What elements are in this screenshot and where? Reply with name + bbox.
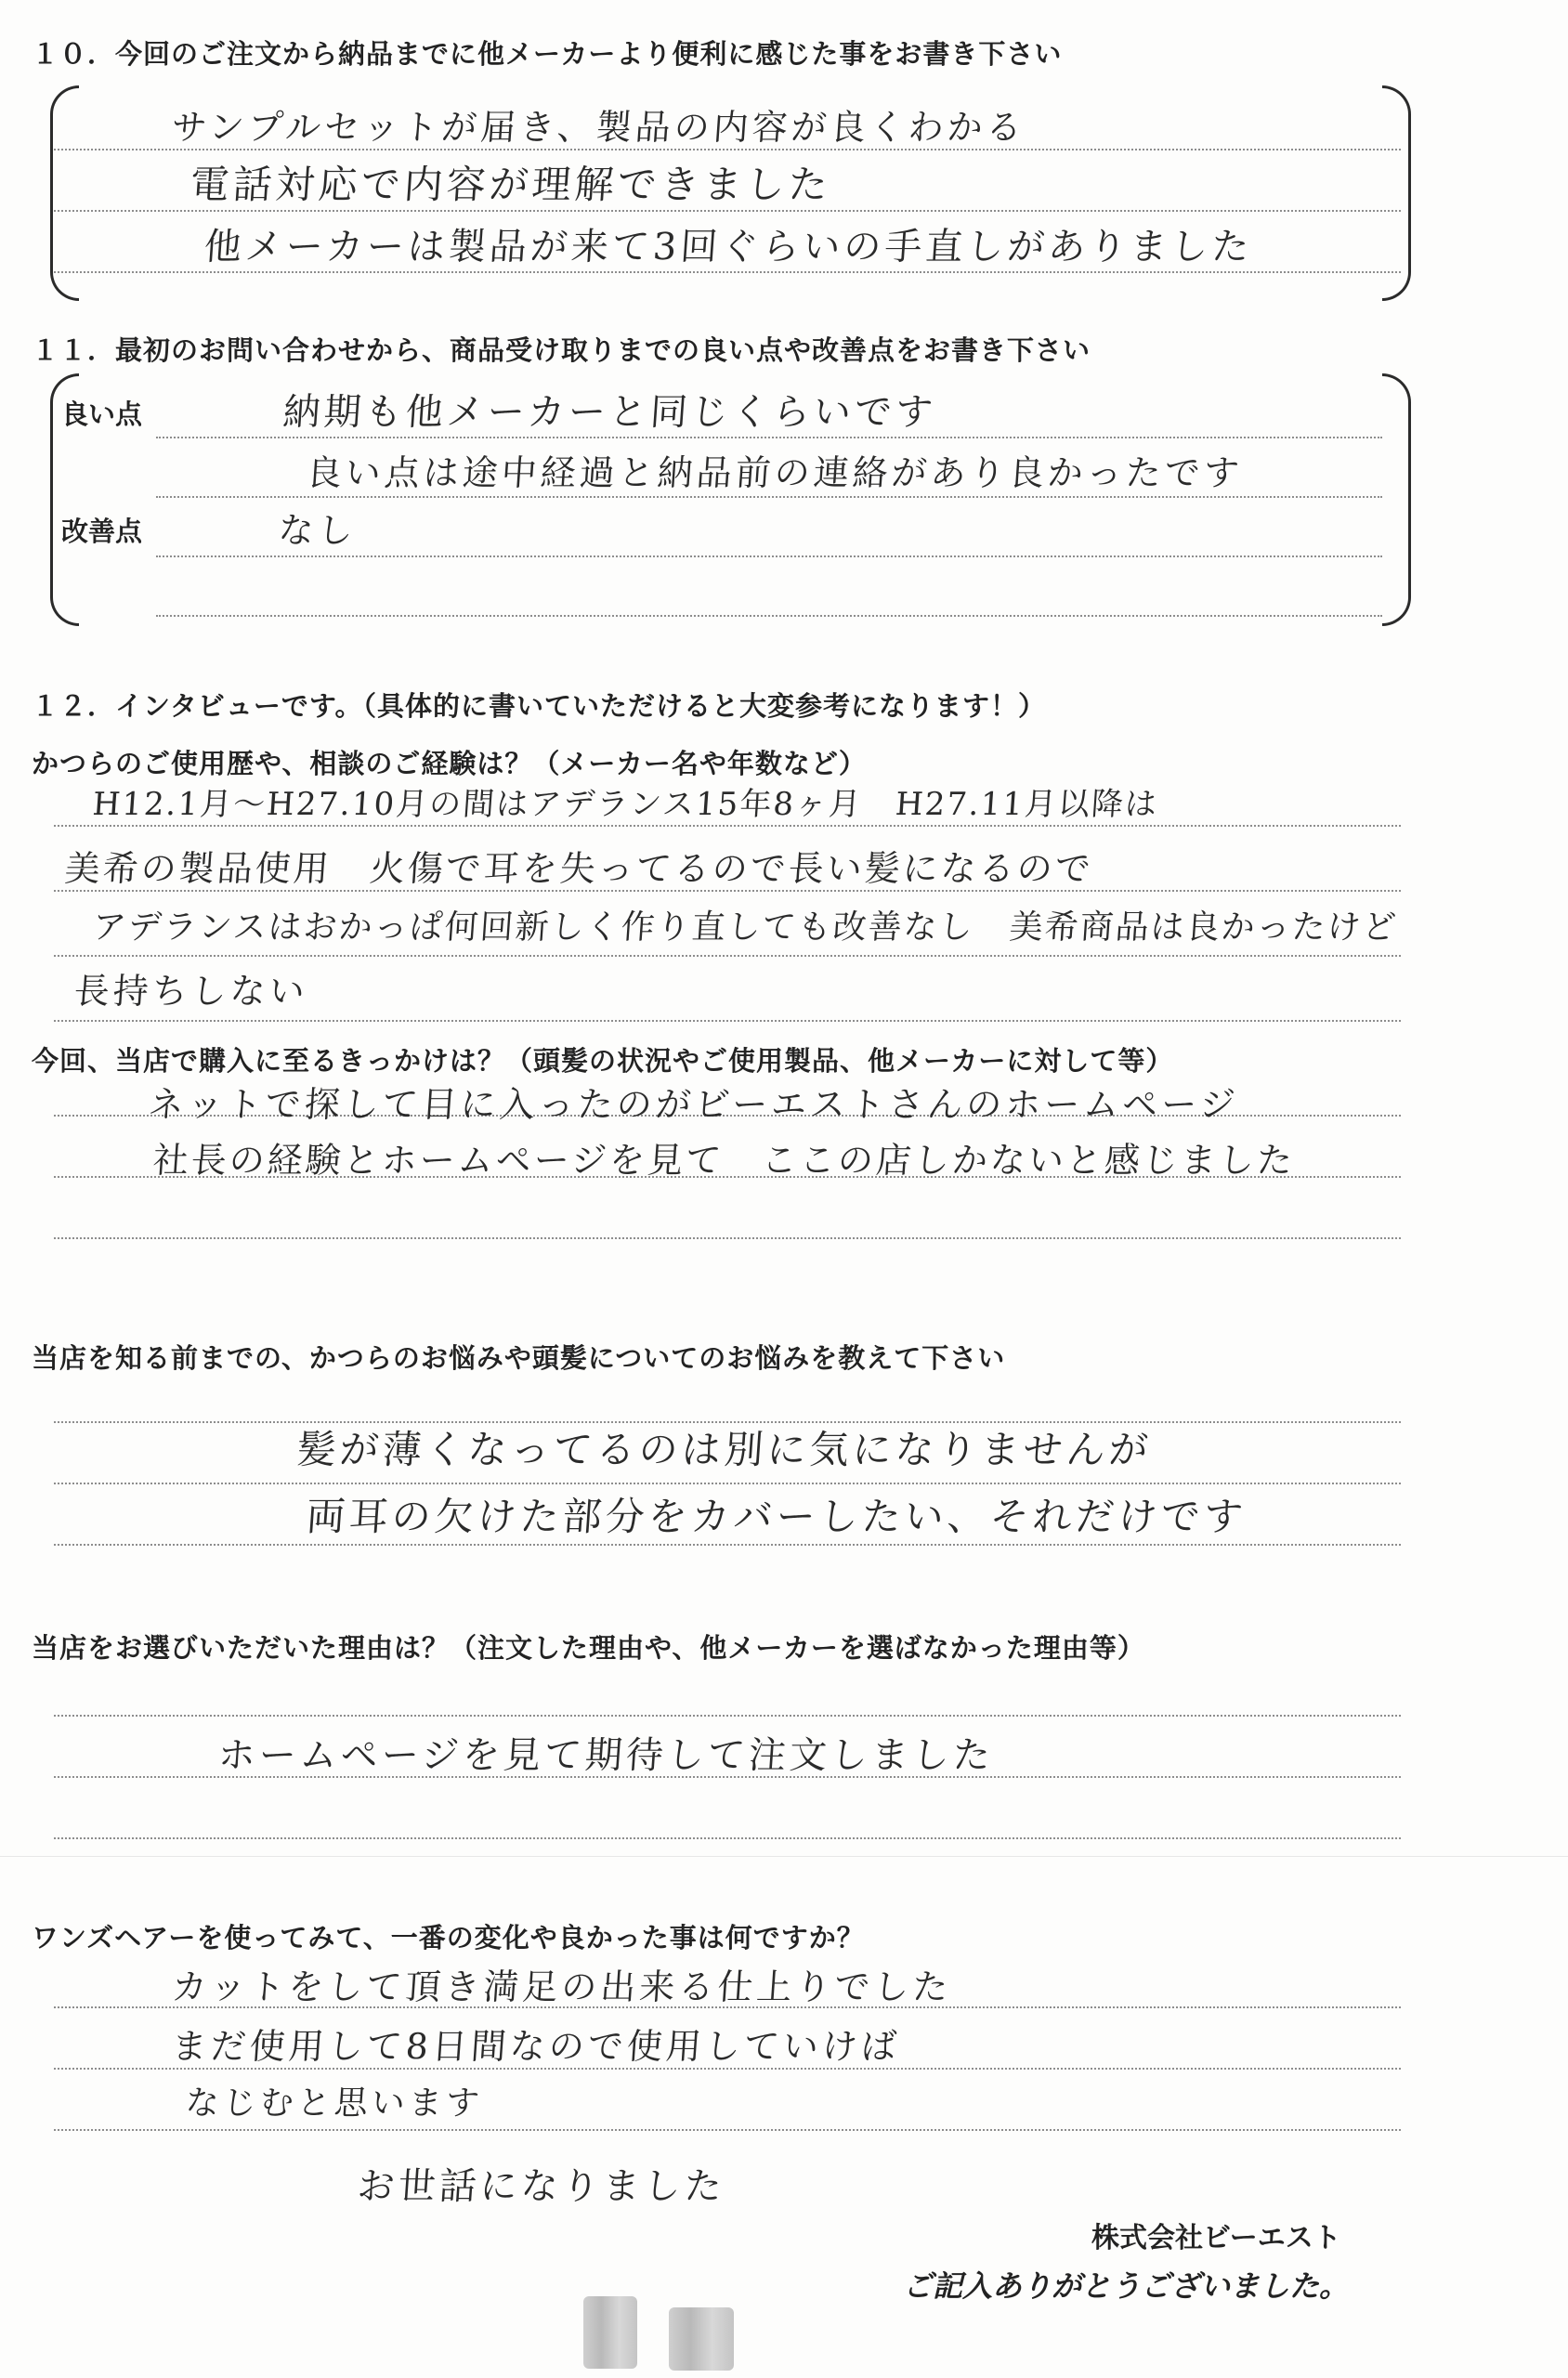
answer-line xyxy=(54,210,1401,212)
answer-line xyxy=(54,1715,1401,1717)
q11-good-answer-line-1: 納期も他メーカーと同じくらいです xyxy=(281,391,938,434)
change-answer-line-2: まだ使用して8日間なので使用していけば xyxy=(170,2026,902,2067)
q10-label: １０．今回のご注文から納品までに他メーカーより便利に感じた事をお書き下さい xyxy=(32,38,1063,70)
trigger-label: 今回、当店で購入に至るきっかけは？（頭髪の状況やご使用製品、他メーカーに対して等） xyxy=(32,1045,1174,1077)
worries-answer-line-1: 髪が薄くなってるのは別に気になりませんが xyxy=(295,1427,1154,1472)
worries-answer-line-2: 両耳の欠けた部分をカバーしたい、それだけです xyxy=(305,1494,1248,1539)
answer-line xyxy=(54,1837,1401,1839)
q11-right-bracket xyxy=(1382,373,1411,626)
answer-line xyxy=(156,437,1382,438)
q12-label: １２．インタビューです。（具体的に書いていただけると大変参考になります！） xyxy=(32,690,1047,722)
answer-line xyxy=(54,2129,1401,2131)
change-answer-line-1: カットをして頂き満足の出来る仕上りでした xyxy=(170,1966,953,2007)
good-points-label: 良い点 xyxy=(61,399,143,430)
answer-line xyxy=(156,496,1382,498)
history-answer-line-4: 長持ちしない xyxy=(72,971,310,1012)
answer-line xyxy=(54,955,1401,957)
answer-line xyxy=(156,555,1382,557)
trigger-answer-line-2: 社長の経験とホームページを見て ここの店しかないと感じました xyxy=(151,1140,1297,1181)
answer-line xyxy=(54,271,1401,273)
answer-line xyxy=(54,1237,1401,1239)
reason-label: 当店をお選びいただいた理由は？（注文した理由や、他メーカーを選ばなかった理由等） xyxy=(32,1632,1145,1664)
q10-left-bracket xyxy=(50,85,79,301)
q11-label: １１．最初のお問い合わせから、商品受け取りまでの良い点や改善点をお書き下さい xyxy=(32,334,1091,366)
thanks-message: ご記入ありがとうございました。 xyxy=(903,2268,1350,2304)
redacted-signature xyxy=(583,2296,637,2369)
worries-label: 当店を知る前までの、かつらのお悩みや頭髪についてのお悩みを教えて下さい xyxy=(32,1342,1006,1374)
answer-line xyxy=(54,1483,1401,1484)
answer-line xyxy=(54,1544,1401,1546)
q10-right-bracket xyxy=(1382,85,1411,301)
trigger-answer-line-1: ネットで探して目に入ったのがビーエストさんのホームページ xyxy=(147,1084,1241,1125)
redacted-signature xyxy=(669,2307,734,2371)
change-answer-line-4: お世話になりました xyxy=(356,2165,727,2208)
q11-good-answer-line-2: 良い点は途中経過と納品前の連絡があり良かったです xyxy=(305,452,1245,493)
q11-improve-answer: なし xyxy=(277,510,359,551)
answer-line xyxy=(156,615,1382,617)
answer-line xyxy=(54,825,1401,827)
paper-fold xyxy=(0,1856,1568,1857)
change-label: ワンズヘアーを使ってみて、一番の変化や良かった事は何ですか？ xyxy=(32,1922,865,1953)
reason-answer-line-1: ホームページを見て期待して注文しました xyxy=(216,1734,996,1777)
q10-answer-line-2: 電話対応で内容が理解できました xyxy=(189,162,833,207)
history-answer-line-1: H12.1月～H27.10月の間はアデランス15年8ヶ月 H27.11月以降は xyxy=(91,786,1160,823)
history-answer-line-2: 美希の製品使用 火傷で耳を失ってるので長い髪になるので xyxy=(63,848,1095,889)
history-label: かつらのご使用歴や、相談のご経験は？（メーカー名や年数など） xyxy=(32,748,867,779)
q10-answer-line-1: サンプルセットが届き、製品の内容が良くわかる xyxy=(170,107,1027,148)
q10-answer-line-3: 他メーカーは製品が来て3回ぐらいの手直しがありました xyxy=(203,226,1255,268)
company-name: 株式会社ビーエスト xyxy=(1091,2222,1341,2254)
change-answer-line-3: なじむと思います xyxy=(184,2084,485,2123)
history-answer-line-3: アデランスはおかっぱ何回新しく作り直しても改善なし 美希商品は良かったけど xyxy=(91,908,1400,947)
answer-line xyxy=(54,1020,1401,1022)
improvements-label: 改善点 xyxy=(61,516,143,547)
